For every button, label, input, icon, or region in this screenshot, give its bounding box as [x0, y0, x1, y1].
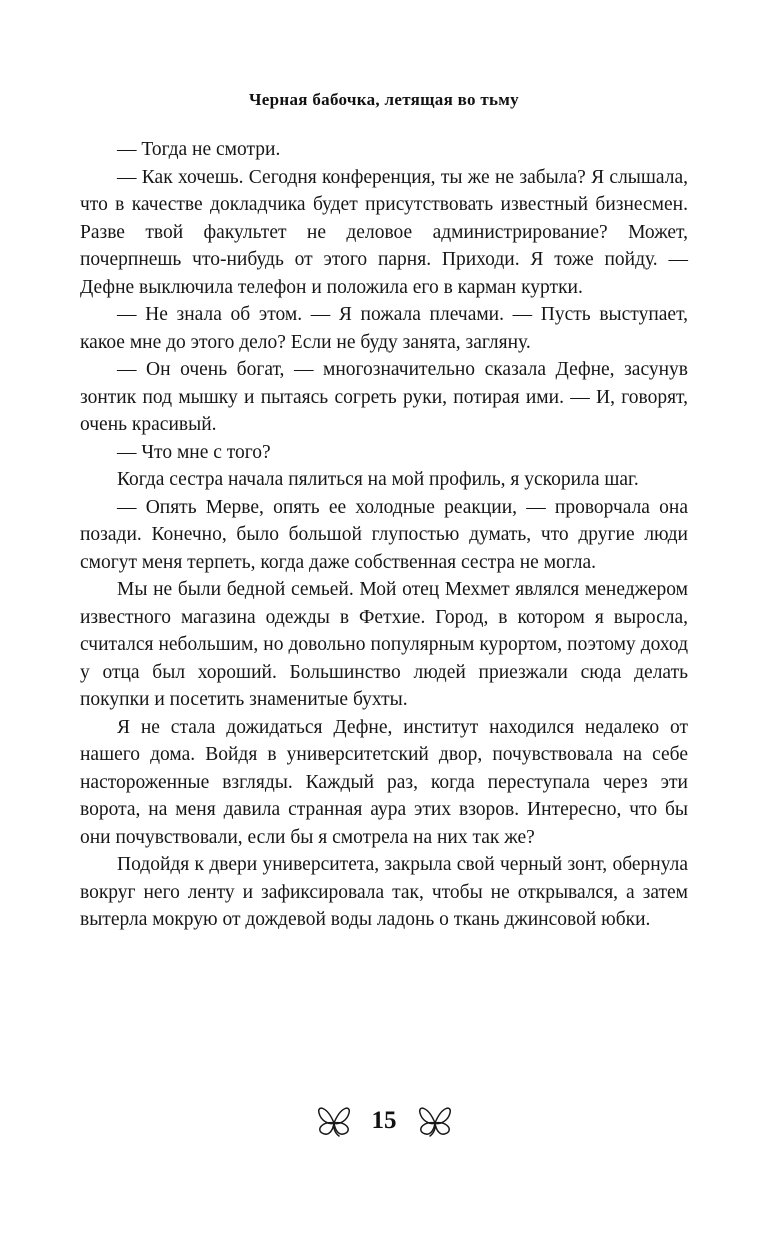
paragraph: — Что мне с того?: [117, 441, 271, 463]
page-footer: [0, 1102, 768, 1140]
paragraph: — Он очень богат, — многозначительно сказала Дефне, засунув зонтик под мышку и пытаясь согреть руки, потирая ими. — И, говорят, очень красивый.: [80, 359, 688, 435]
paragraph: — Как хочешь. Сегодня конференция, ты же не забыла? Я слышала, что в качестве докладчика будет присутствовать известный бизнесмен. Разве твой факультет не деловое администрирование? Может, почерпнешь что-нибудь от этого парня. Приходи. Я тоже пойду. — Дефне выключила телефон и положила его в карман куртки.: [80, 166, 688, 298]
page-number: 15: [371, 1107, 397, 1134]
paragraph: Подойдя к двери университета, закрыла свой черный зонт, обернула вокруг него ленту и зафиксировала так, чтобы не открывался, а затем вытерла мокрую от дождевой воды ладонь о ткань джинсовой юбки.: [80, 854, 688, 930]
paragraph: Когда сестра начала пялиться на мой профиль, я ускорила шаг.: [117, 469, 639, 490]
paragraph: — Не знала об этом. — Я пожала плечами. — Пусть выступает, какое мне до этого дело? Если не буду занята, загляну.: [80, 304, 688, 353]
body-text: [80, 136, 688, 934]
paragraph: Я не стала дожидаться Дефне, институт находился недалеко от нашего дома. Войдя в университетский двор, почувствовала на себе настороженные взгляды. Каждый раз, когда переступала через эти ворота, на меня давила странная аура этих взоров. Интересно, что бы они почувствовали, если бы я смотрела на них так же?: [80, 716, 688, 848]
paragraph: — Опять Мерве, опять ее холодные реакции, — проворчала она позади. Конечно, было большой глупостью думать, что другие люди смогут меня терпеть, когда даже собственная сестра не могла.: [80, 496, 688, 573]
paragraph: — Тогда не смотри.: [117, 139, 281, 160]
running-head: Черная бабочка, летящая во тьму: [249, 90, 519, 109]
butterfly-ornament-right-icon: [413, 1102, 457, 1140]
butterfly-ornament-left-icon: [312, 1102, 356, 1140]
paragraph: Мы не были бедной семьей. Мой отец Мехмет являлся менеджером известного магазина одежды в Фетхие. Город, в котором я выросла, считался небольшим, но довольно популярным курортом, поэтому доход у отца был хороший. Большинство людей приезжали сюда делать покупки и посетить знаменитые бухты.: [80, 579, 688, 710]
